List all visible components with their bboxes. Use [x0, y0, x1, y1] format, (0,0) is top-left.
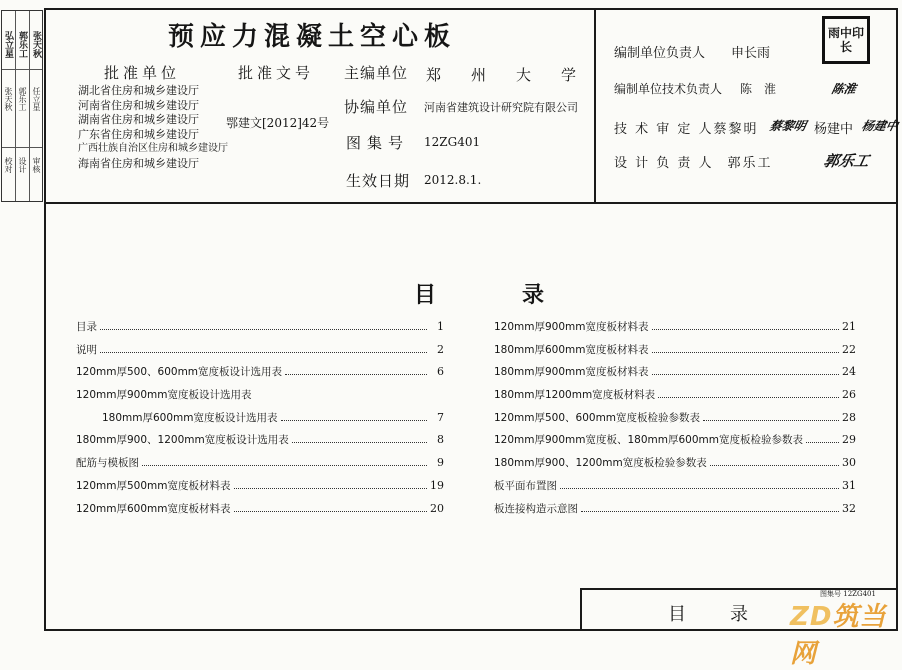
- toc-right-column: [494, 319, 856, 523]
- effective-date-value: 2012.8.1.: [424, 173, 482, 187]
- toc-entry[interactable]: 说明 2: [76, 342, 444, 356]
- approval-unit-list: [78, 84, 228, 171]
- toc-left-column: [76, 319, 444, 523]
- toc-entry[interactable]: 120mm厚500mm宽度板材料表 19: [76, 478, 444, 492]
- toc-entry[interactable]: 180mm厚600mm宽度板设计选用表 7: [102, 410, 444, 424]
- approval-unit: 海南省住房和城乡建设厅: [78, 156, 199, 170]
- toc-entry[interactable]: 180mm厚900、1200mm宽度板设计选用表 8: [76, 433, 444, 447]
- site-watermark-logo: ZD筑当网: [790, 602, 887, 669]
- signature-yang-jianzhong: 杨建中: [860, 119, 900, 133]
- assist-unit-label: 协编单位: [344, 98, 409, 116]
- approval-unit: 湖南省住房和城乡建设厅: [78, 113, 199, 126]
- title-block-atlas-no: 图集号 12ZG401: [820, 590, 876, 598]
- chief-unit-value: 郑 州 大 学: [426, 66, 576, 84]
- atlas-no-label: 图集号: [346, 134, 410, 152]
- toc-entry[interactable]: 180mm厚1200mm宽度板材料表 26: [494, 388, 856, 402]
- side-signature-2: 郭乐工: [17, 31, 27, 58]
- people-row-3: 技 术 审 定 人蔡黎明: [614, 122, 759, 137]
- approval-unit: 湖北省住房和城乡建设厅: [78, 84, 199, 97]
- toc-entry[interactable]: 120mm厚900mm宽度板、180mm厚600mm宽度板检验参数表 29: [494, 433, 856, 447]
- chief-unit-label: 主编单位: [344, 64, 409, 82]
- toc-entry[interactable]: 180mm厚900、1200mm宽度板检验参数表 30: [494, 456, 856, 470]
- toc-entry[interactable]: 120mm厚900mm宽度板设计选用表: [76, 389, 252, 402]
- effective-date-label: 生效日期: [346, 172, 411, 190]
- side-signature-3: 张天秋: [31, 31, 41, 58]
- signature-chen-huai: 陈淮: [830, 82, 858, 96]
- toc-entry[interactable]: 120mm厚500、600mm宽度板检验参数表 28: [494, 410, 856, 424]
- toc-entry[interactable]: 目录 1: [76, 320, 444, 333]
- signature-guo-legong: 郭乐工: [821, 152, 871, 170]
- people-row-4: 设 计 负 责 人 郭乐工: [614, 156, 773, 171]
- toc-entry[interactable]: 板平面布置图 31: [494, 478, 856, 492]
- toc-entry[interactable]: 120mm厚500、600mm宽度板设计选用表 6: [76, 365, 444, 379]
- side-name-3: 任立星: [32, 87, 41, 111]
- side-signature-strip: [1, 10, 43, 202]
- title-block-name: 目 录: [668, 604, 748, 625]
- header-divider: [44, 202, 898, 204]
- toc-entry[interactable]: 120mm厚600mm宽度板材料表 20: [76, 501, 444, 515]
- toc-title: 目 录: [414, 282, 544, 308]
- people-row-3-name2: 杨建中: [814, 122, 854, 137]
- atlas-no-value: 12ZG401: [424, 135, 481, 149]
- assist-unit-value: 河南省建筑设计研究院有限公司: [424, 101, 578, 114]
- side-name-1: 张天秋: [4, 87, 13, 111]
- toc-entry[interactable]: 120mm厚900mm宽度板材料表 21: [494, 320, 856, 333]
- toc-entry[interactable]: 180mm厚900mm宽度板材料表 24: [494, 365, 856, 379]
- approval-doc-value: 鄂建文[2012]42号: [226, 116, 330, 130]
- signature-cai-liming: 蔡黎明: [768, 119, 808, 133]
- seal-stamp: 雨中印长: [822, 16, 870, 64]
- people-row-2: 编制单位技术负责人 陈 淮: [614, 82, 777, 96]
- people-row-1: 编制单位负责人 申长雨: [614, 46, 771, 61]
- header-column-divider: [594, 8, 596, 202]
- side-name-2: 郭乐工: [18, 87, 27, 111]
- toc-entry[interactable]: 板连接构造示意图 32: [494, 501, 856, 515]
- side-label-proof: 校对: [4, 157, 13, 173]
- toc-entry[interactable]: 180mm厚600mm宽度板材料表 22: [494, 342, 856, 356]
- side-signature-1: 弘立星: [3, 31, 13, 58]
- toc-entry[interactable]: 配筋与模板图 9: [76, 456, 444, 470]
- approval-unit-label: 批准单位: [104, 64, 181, 82]
- approval-unit: 广西壮族自治区住房和城乡建设厅: [78, 143, 228, 154]
- drawing-title: 预应力混凝土空心板: [168, 22, 457, 52]
- approval-unit: 广东省住房和城乡建设厅: [78, 127, 199, 141]
- approval-unit: 河南省住房和城乡建设厅: [78, 98, 199, 112]
- approval-doc-label: 批准文号: [238, 64, 315, 82]
- side-label-review: 审核: [32, 157, 41, 173]
- side-label-design: 设计: [18, 157, 27, 173]
